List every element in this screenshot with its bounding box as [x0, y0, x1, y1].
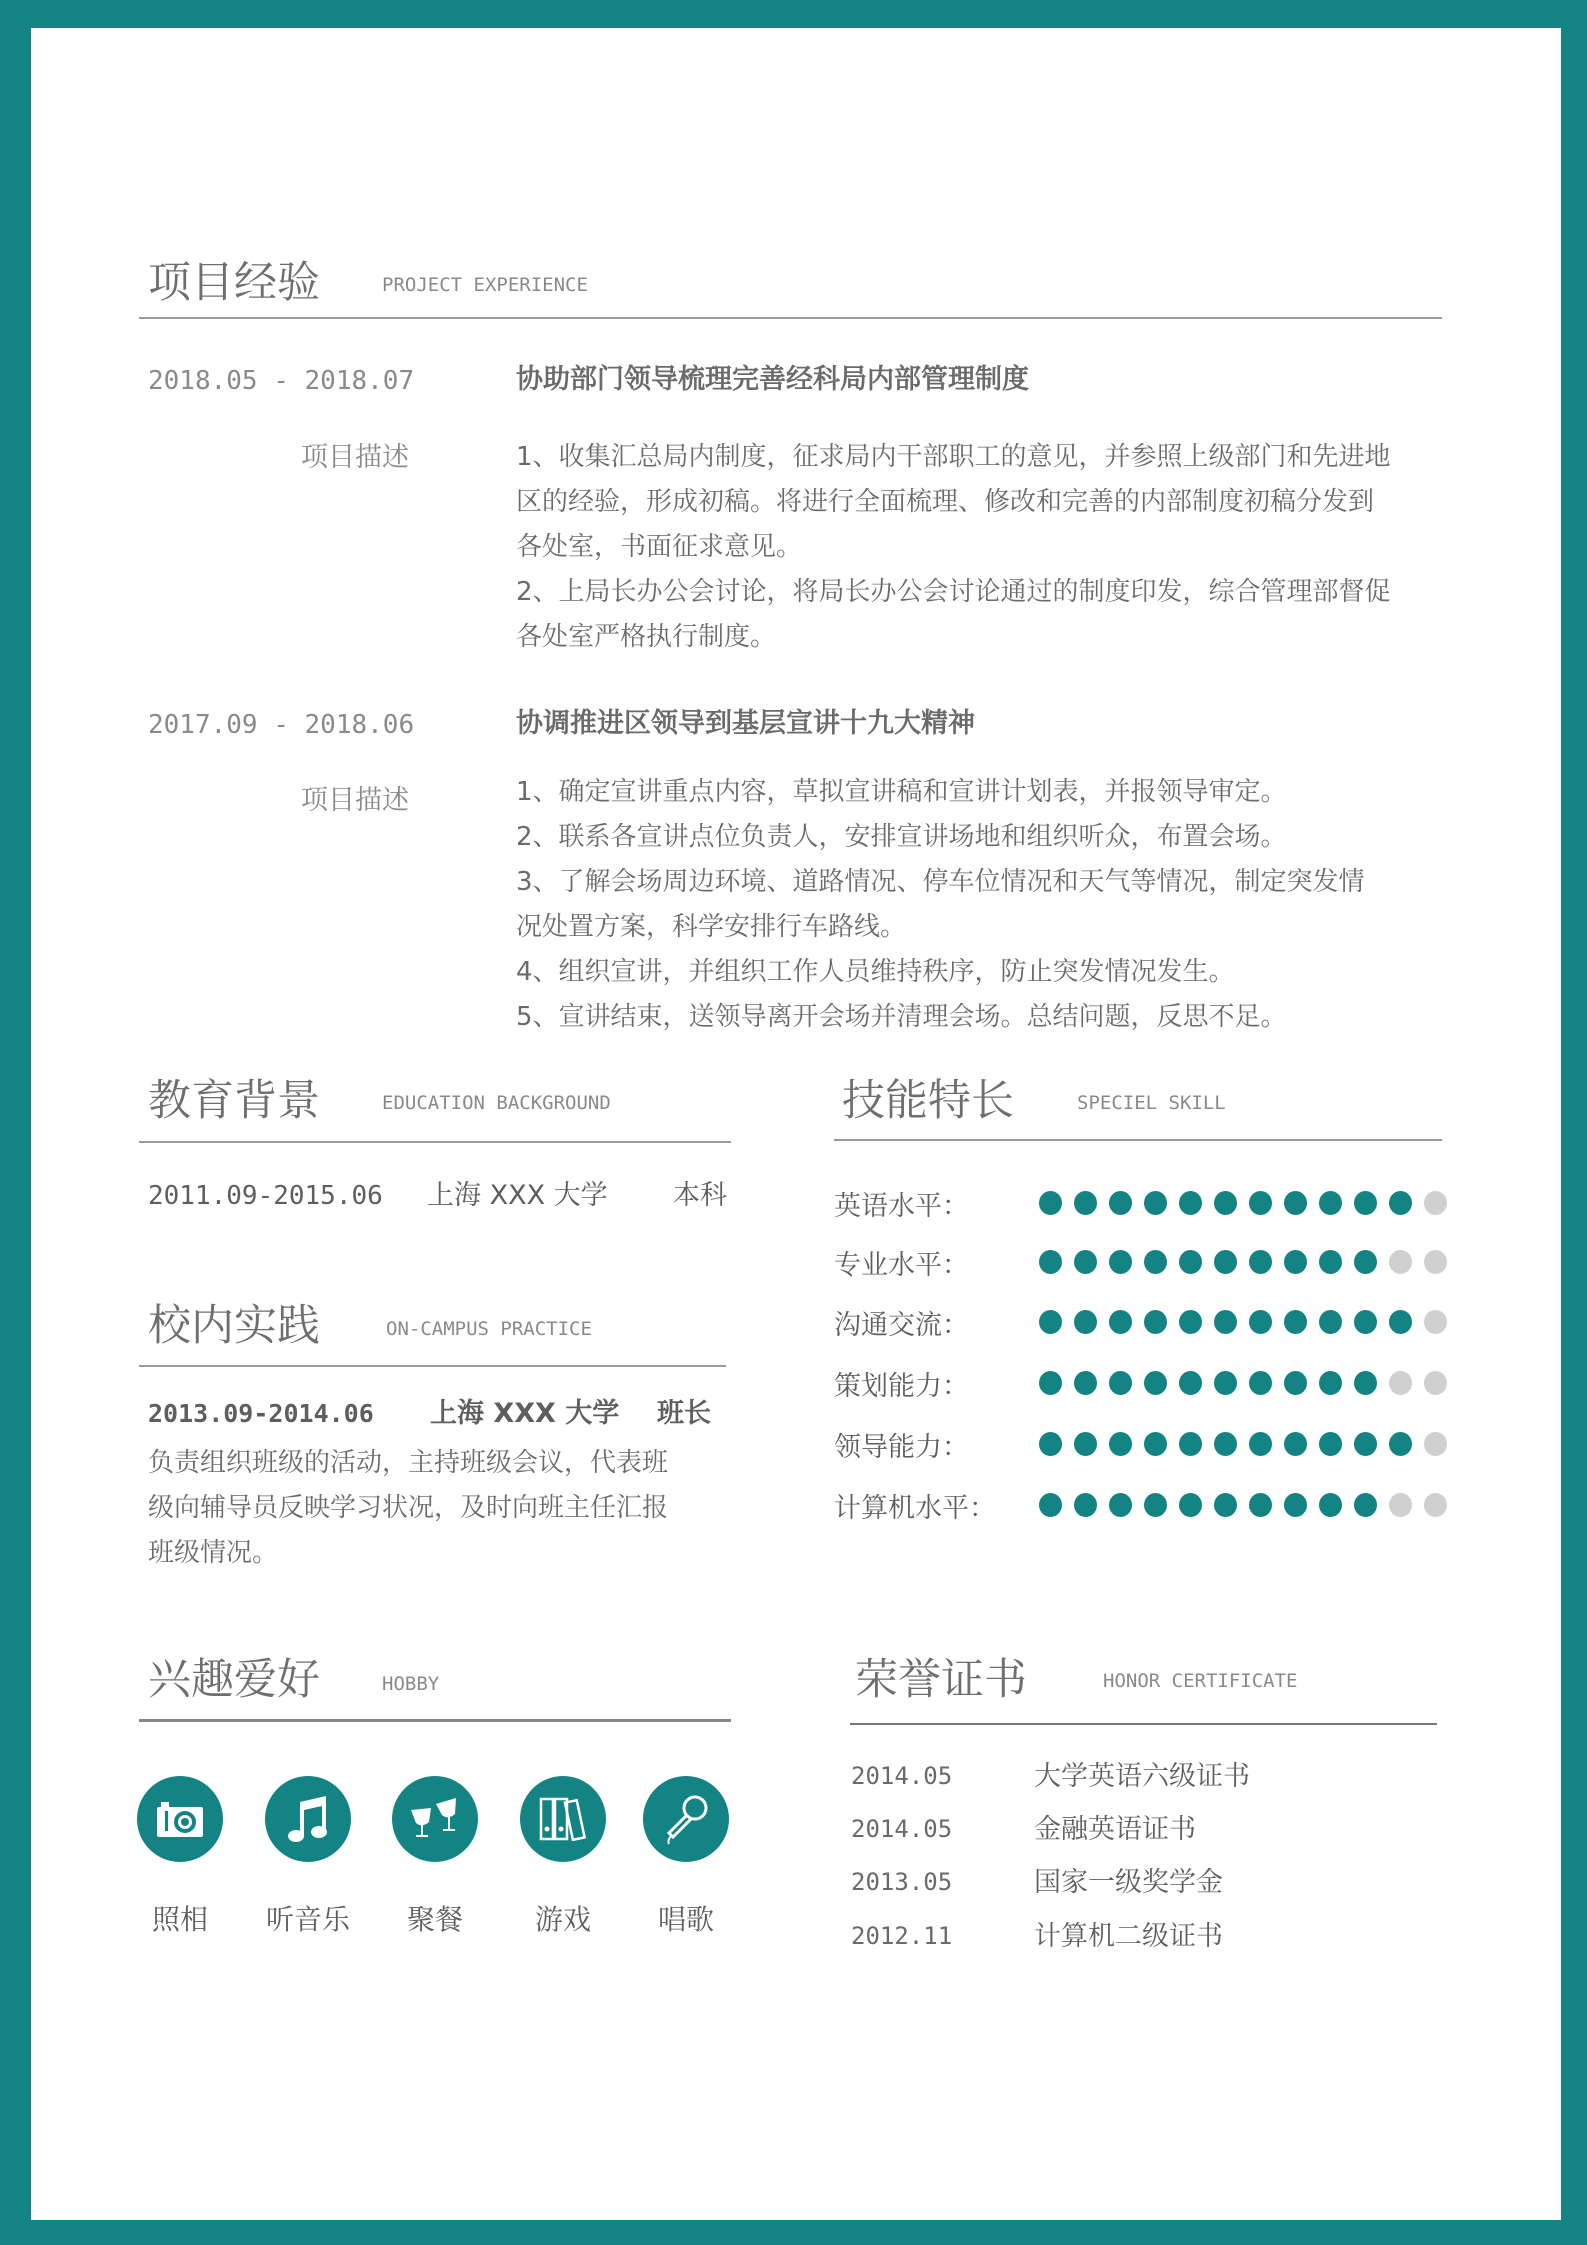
- desc-line: 班级情况。: [148, 1538, 279, 1568]
- project-date: 2018.05 - 2018.07: [148, 366, 415, 396]
- desc-line: 各处室，书面征求意见。: [516, 532, 803, 562]
- rating-dot-empty: [1424, 1493, 1447, 1517]
- rating-dot-filled: [1039, 1250, 1062, 1274]
- rating-dot-filled: [1109, 1191, 1132, 1215]
- desc-line: 1、收集汇总局内制度，征求局内干部职工的意见，并参照上级部门和先进地: [516, 442, 1391, 472]
- rating-dot-filled: [1389, 1310, 1412, 1334]
- rating-dot-filled: [1074, 1432, 1097, 1456]
- rating-dot-filled: [1214, 1250, 1237, 1274]
- rating-dot-filled: [1354, 1493, 1377, 1517]
- honor-name: 国家一级奖学金: [1034, 1867, 1223, 1898]
- education-title-en: EDUCATION BACKGROUND: [382, 1092, 611, 1114]
- divider: [139, 317, 1442, 319]
- rating-dot-empty: [1389, 1371, 1412, 1395]
- rating-dot-filled: [1319, 1371, 1342, 1395]
- rating-dot-filled: [1074, 1310, 1097, 1334]
- skill-rating: [1039, 1191, 1447, 1215]
- honor-title-en: HONOR CERTIFICATE: [1103, 1670, 1298, 1692]
- campus-title: 校内实践: [148, 1301, 320, 1351]
- rating-dot-filled: [1354, 1191, 1377, 1215]
- rating-dot-filled: [1354, 1371, 1377, 1395]
- hobby-title: 兴趣爱好: [148, 1655, 320, 1705]
- rating-dot-filled: [1354, 1310, 1377, 1334]
- desc-line: 4、组织宣讲，并组织工作人员维持秩序，防止突发情况发生。: [516, 957, 1235, 987]
- rating-dot-filled: [1249, 1191, 1272, 1215]
- rating-dot-filled: [1284, 1432, 1307, 1456]
- rating-dot-filled: [1109, 1371, 1132, 1395]
- rating-dot-empty: [1424, 1310, 1447, 1334]
- rating-dot-filled: [1319, 1250, 1342, 1274]
- skill-row: [834, 1307, 1447, 1341]
- rating-dot-filled: [1074, 1191, 1097, 1215]
- rating-dot-filled: [1039, 1371, 1062, 1395]
- rating-dot-filled: [1074, 1250, 1097, 1274]
- hobby-item: [643, 1776, 729, 1938]
- campus-date: 2013.09-2014.06: [148, 1399, 374, 1428]
- rating-dot-filled: [1354, 1250, 1377, 1274]
- rating-dot-filled: [1109, 1250, 1132, 1274]
- campus-role: 班长: [657, 1398, 711, 1429]
- rating-dot-filled: [1284, 1493, 1307, 1517]
- rating-dot-filled: [1179, 1191, 1202, 1215]
- rating-dot-filled: [1319, 1493, 1342, 1517]
- rating-dot-filled: [1179, 1310, 1202, 1334]
- rating-dot-filled: [1039, 1310, 1062, 1334]
- education-degree: 本科: [673, 1180, 727, 1211]
- skill-label: 领导能力：: [834, 1431, 969, 1463]
- rating-dot-filled: [1074, 1371, 1097, 1395]
- rating-dot-empty: [1424, 1191, 1447, 1215]
- skill-row: [834, 1490, 1447, 1524]
- rating-dot-filled: [1109, 1310, 1132, 1334]
- microphone-icon: [643, 1776, 729, 1862]
- rating-dot-empty: [1424, 1371, 1447, 1395]
- rating-dot-empty: [1389, 1250, 1412, 1274]
- rating-dot-filled: [1319, 1432, 1342, 1456]
- rating-dot-filled: [1144, 1432, 1167, 1456]
- project-desc-label: 项目描述: [301, 442, 409, 473]
- project-name: 协助部门领导梳理完善经科局内部管理制度: [516, 364, 1029, 395]
- rating-dot-filled: [1284, 1310, 1307, 1334]
- rating-dot-filled: [1144, 1371, 1167, 1395]
- divider: [139, 1719, 731, 1722]
- hobby-item: [265, 1776, 351, 1938]
- rating-dot-filled: [1179, 1432, 1202, 1456]
- rating-dot-filled: [1109, 1493, 1132, 1517]
- skill-rating: [1039, 1493, 1447, 1517]
- hobby-label: 唱歌: [657, 1903, 714, 1936]
- divider: [139, 1141, 731, 1143]
- desc-line: 5、宣讲结束，送领导离开会场并清理会场。总结问题，反思不足。: [516, 1002, 1287, 1032]
- project-date: 2017.09 - 2018.06: [148, 710, 415, 740]
- rating-dot-empty: [1389, 1493, 1412, 1517]
- skill-label: 专业水平：: [834, 1249, 969, 1281]
- rating-dot-filled: [1074, 1493, 1097, 1517]
- desc-line: 负责组织班级的活动，主持班级会议，代表班: [148, 1448, 669, 1478]
- binders-icon: [520, 1776, 606, 1862]
- rating-dot-filled: [1319, 1191, 1342, 1215]
- rating-dot-filled: [1249, 1493, 1272, 1517]
- rating-dot-filled: [1284, 1371, 1307, 1395]
- desc-line: 3、了解会场周边环境、道路情况、停车位情况和天气等情况，制定突发情: [516, 867, 1365, 897]
- honor-date: 2014.05: [851, 1815, 953, 1843]
- rating-dot-filled: [1214, 1432, 1237, 1456]
- education-title: 教育背景: [148, 1076, 320, 1126]
- desc-line: 况处置方案，科学安排行车路线。: [516, 912, 907, 942]
- hobby-label: 游戏: [534, 1903, 591, 1936]
- rating-dot-filled: [1039, 1493, 1062, 1517]
- project-title: 项目经验: [148, 258, 320, 308]
- rating-dot-filled: [1179, 1250, 1202, 1274]
- campus-description: [148, 1441, 668, 1576]
- rating-dot-filled: [1249, 1432, 1272, 1456]
- rating-dot-filled: [1389, 1191, 1412, 1215]
- hobby-item: [520, 1776, 606, 1938]
- rating-dot-filled: [1179, 1493, 1202, 1517]
- skill-label: 计算机水平：: [834, 1492, 996, 1524]
- honor-date: 2013.05: [851, 1868, 953, 1896]
- hobby-item: [137, 1776, 223, 1938]
- divider: [139, 1365, 726, 1367]
- skill-label: 策划能力：: [834, 1370, 969, 1402]
- rating-dot-filled: [1249, 1250, 1272, 1274]
- honor-name: 金融英语证书: [1034, 1814, 1196, 1845]
- skill-rating: [1039, 1250, 1447, 1274]
- desc-line: 各处室严格执行制度。: [516, 622, 777, 652]
- divider: [834, 1139, 1442, 1141]
- rating-dot-filled: [1214, 1371, 1237, 1395]
- music-note-icon: [265, 1776, 351, 1862]
- project-description: [516, 770, 1446, 1040]
- skill-label: 英语水平：: [834, 1190, 969, 1222]
- desc-line: 1、确定宣讲重点内容，草拟宣讲稿和宣讲计划表，并报领导审定。: [516, 777, 1287, 807]
- project-desc-label: 项目描述: [301, 785, 409, 816]
- project-description: [516, 435, 1446, 660]
- project-title-en: PROJECT EXPERIENCE: [382, 274, 588, 296]
- honor-name: 大学英语六级证书: [1034, 1761, 1250, 1792]
- skill-row: [834, 1188, 1447, 1222]
- education-date: 2011.09-2015.06: [148, 1181, 383, 1211]
- skills-title: 技能特长: [842, 1076, 1014, 1126]
- skill-rating: [1039, 1371, 1447, 1395]
- rating-dot-filled: [1319, 1310, 1342, 1334]
- rating-dot-filled: [1144, 1250, 1167, 1274]
- wine-glasses-icon: [392, 1776, 478, 1862]
- hobby-label: 聚餐: [406, 1903, 463, 1936]
- divider: [850, 1723, 1437, 1725]
- skill-row: [834, 1368, 1447, 1402]
- rating-dot-filled: [1354, 1432, 1377, 1456]
- honor-name: 计算机二级证书: [1034, 1921, 1223, 1952]
- rating-dot-filled: [1249, 1310, 1272, 1334]
- campus-title-en: ON-CAMPUS PRACTICE: [386, 1318, 592, 1340]
- rating-dot-filled: [1039, 1191, 1062, 1215]
- education-school: 上海 XXX 大学: [427, 1180, 608, 1211]
- rating-dot-filled: [1144, 1310, 1167, 1334]
- desc-line: 区的经验，形成初稿。将进行全面梳理、修改和完善的内部制度初稿分发到: [516, 487, 1375, 517]
- project-name: 协调推进区领导到基层宣讲十九大精神: [516, 708, 975, 739]
- desc-line: 2、联系各宣讲点位负责人，安排宣讲场地和组织听众，布置会场。: [516, 822, 1287, 852]
- rating-dot-filled: [1389, 1432, 1412, 1456]
- rating-dot-filled: [1214, 1310, 1237, 1334]
- skill-label: 沟通交流：: [834, 1309, 969, 1341]
- hobby-label: 听音乐: [265, 1903, 350, 1936]
- skill-rating: [1039, 1432, 1447, 1456]
- rating-dot-filled: [1284, 1250, 1307, 1274]
- hobby-label: 照相: [151, 1903, 208, 1936]
- camera-icon: [137, 1776, 223, 1862]
- rating-dot-filled: [1249, 1371, 1272, 1395]
- rating-dot-empty: [1424, 1432, 1447, 1456]
- honor-date: 2014.05: [851, 1762, 953, 1790]
- skill-row: [834, 1247, 1447, 1281]
- rating-dot-filled: [1039, 1432, 1062, 1456]
- desc-line: 2、上局长办公会讨论，将局长办公会讨论通过的制度印发，综合管理部督促: [516, 577, 1391, 607]
- rating-dot-filled: [1179, 1371, 1202, 1395]
- desc-line: 级向辅导员反映学习状况，及时向班主任汇报: [148, 1493, 669, 1523]
- skill-rating: [1039, 1310, 1447, 1334]
- rating-dot-filled: [1214, 1191, 1237, 1215]
- skills-title-en: SPECIEL SKILL: [1077, 1092, 1226, 1114]
- hobby-title-en: HOBBY: [382, 1673, 440, 1695]
- honor-title: 荣誉证书: [855, 1655, 1027, 1705]
- rating-dot-filled: [1284, 1191, 1307, 1215]
- skill-row: [834, 1429, 1447, 1463]
- campus-school: 上海 XXX 大学: [430, 1398, 620, 1429]
- hobby-item: [392, 1776, 478, 1938]
- rating-dot-filled: [1214, 1493, 1237, 1517]
- rating-dot-filled: [1109, 1432, 1132, 1456]
- honor-date: 2012.11: [851, 1922, 953, 1950]
- rating-dot-filled: [1144, 1493, 1167, 1517]
- rating-dot-empty: [1424, 1250, 1447, 1274]
- rating-dot-filled: [1144, 1191, 1167, 1215]
